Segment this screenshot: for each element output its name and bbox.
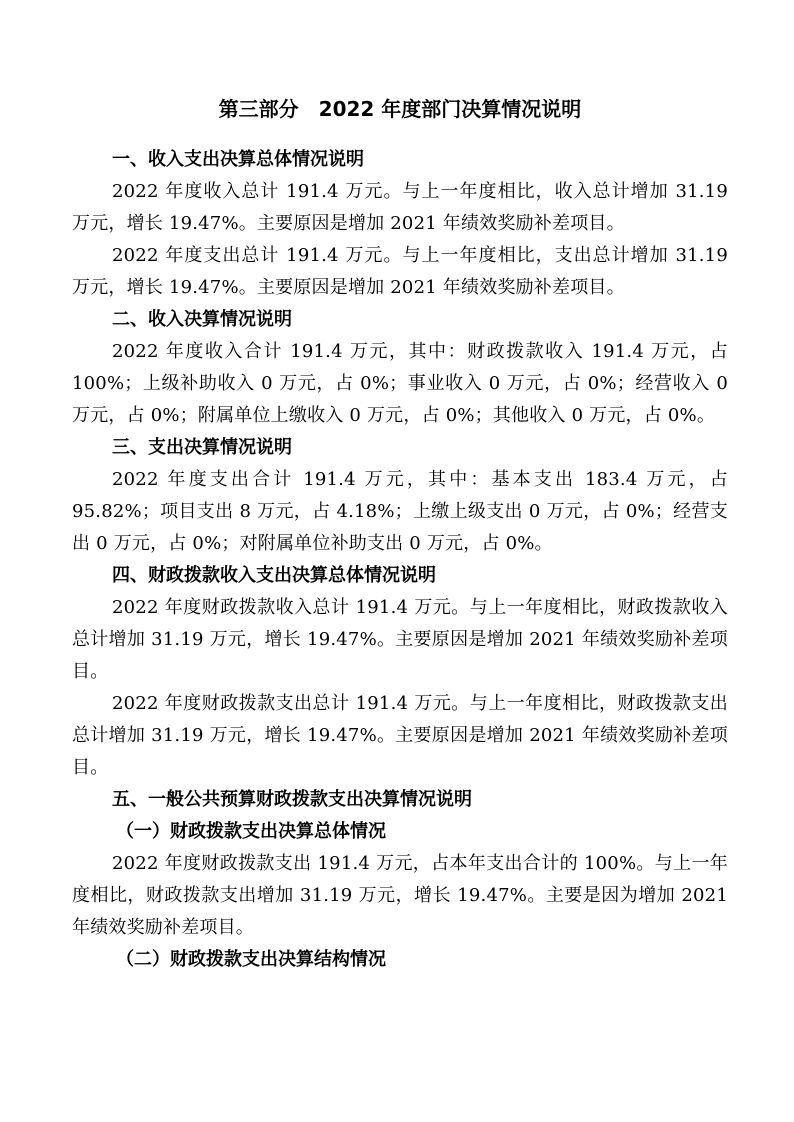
section-3-paragraph-1: 2022 年度支出合计 191.4 万元，其中：基本支出 183.4 万元，占 95.82%；项目支出 8 万元，占 4.18%；上缴上级支出 0 万元，占 0%；经营支出 0 万元，占 0%；对附属单位补助支出 0 万元，占 0%。 [72,469,728,554]
section-heading-5: 五、一般公共预算财政拨款支出决算情况说明 [112,789,472,810]
section-1-paragraph-2: 2022 年度支出总计 191.4 万元。与上一年度相比，支出总计增加 31.19 万元，增长 19.47%。主要原因是增加 2021 年绩效奖励补差项目。 [72,245,728,298]
section-1-paragraph-1: 2022 年度收入总计 191.4 万元。与上一年度相比，收入总计增加 31.19 万元，增长 19.47%。主要原因是增加 2021 年绩效奖励补差项目。 [72,181,728,234]
section-4-paragraph-2: 2022 年度财政拨款支出总计 191.4 万元。与上一年度相比，财政拨款支出总计增加 31.19 万元，增长 19.47%。主要原因是增加 2021 年绩效奖励补差项目。 [72,693,728,778]
subsection-5-1-paragraph-1: 2022 年度财政拨款支出 191.4 万元，占本年支出合计的 100%。与上一年度相比，财政拨款支出增加 31.19 万元，增长 19.47%。主要是因为增加 2021 年绩效奖励补差项目。 [72,853,728,938]
section-heading-3: 三、支出决算情况说明 [112,437,292,458]
document-page [72,92,728,976]
section-heading-4: 四、财政拨款收入支出决算总体情况说明 [112,565,436,586]
page-title: 第三部分 2022 年度部门决算情况说明 [218,97,582,121]
subsection-heading-5-1: （一）财政拨款支出决算总体情况 [116,821,386,842]
section-heading-2: 二、收入决算情况说明 [112,309,292,330]
subsection-heading-5-2: （二）财政拨款支出决算结构情况 [116,949,386,970]
section-4-paragraph-1: 2022 年度财政拨款收入总计 191.4 万元。与上一年度相比，财政拨款收入总计增加 31.19 万元，增长 19.47%。主要原因是增加 2021 年绩效奖励补差项目。 [72,597,728,682]
section-2-paragraph-1: 2022 年度收入合计 191.4 万元，其中：财政拨款收入 191.4 万元，占 100%；上级补助收入 0 万元，占 0%；事业收入 0 万元，占 0%；经营收入 0 万元，占 0%；附属单位上缴收入 0 万元，占 0%；其他收入 0 万元，占 0%。 [72,341,728,426]
section-heading-1: 一、收入支出决算总体情况说明 [112,149,364,170]
